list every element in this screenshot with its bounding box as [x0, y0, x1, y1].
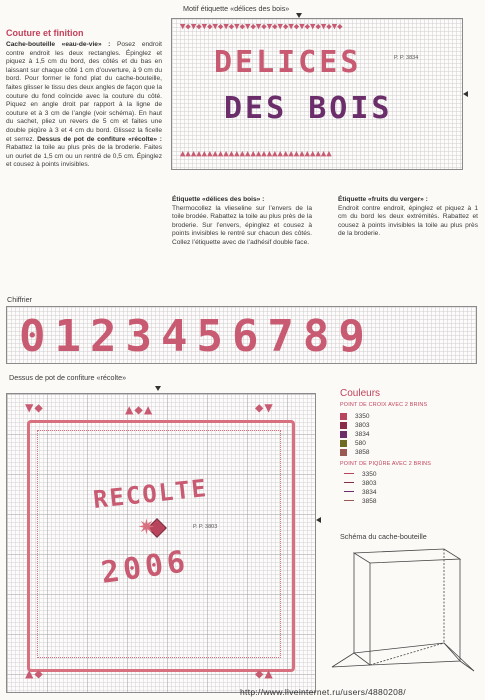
color-swatch	[340, 422, 347, 429]
legend-cross-row	[340, 430, 480, 439]
recolte-corner-tr: ◆▼	[255, 400, 274, 416]
color-swatch	[340, 449, 347, 456]
motif-bottom-border: ▲▲▲▲▲▲▲▲▲▲▲▲▲▲▲▲▲▲▲▲▲▲▲▲▲▲▲▲	[180, 149, 332, 159]
recolte-word: RECOLTE	[91, 474, 210, 514]
color-code: 3350	[362, 471, 377, 478]
recolte-side-arrow-icon	[316, 517, 321, 523]
recolte-corner-br: ◆▲	[255, 666, 274, 682]
dessus-pot-body: Rabattez la toile au plus près de la broderie. Faites un ourlet de 1,5 cm ou un rentré de 0,5 cm. Épinglez et cousez à points invisibles.	[6, 144, 162, 169]
couture-title: Couture et finition	[6, 28, 84, 38]
verger-instructions	[338, 196, 478, 239]
legend-cross-row	[340, 439, 480, 448]
cache-bouteille-heading: Cache-bouteille «eau-de-vie» :	[6, 41, 111, 48]
recolte-chart	[6, 393, 316, 693]
verger-heading: Étiquette «fruits du verger» :	[338, 196, 428, 203]
motif-line1: DELICES	[214, 45, 362, 80]
legend-backstitch-row	[340, 497, 480, 506]
schema-diagram	[326, 543, 476, 678]
recolte-signature: P. P. 3803	[193, 524, 218, 530]
color-swatch	[340, 440, 347, 447]
recolte-corner-tl: ▼◆	[25, 400, 44, 416]
motif-line2: DES BOIS	[224, 91, 393, 126]
legend-backstitch-label: POINT DE PIQÛRE AVEC 2 BRINS	[340, 461, 432, 467]
backstitch-line	[344, 482, 354, 483]
color-code: 580	[355, 440, 366, 447]
motif-top-border: ▼◆▼◆▼◆▼◆▼◆▼◆▼◆▼◆▼◆▼◆▼◆▼◆▼◆▼◆▼◆	[180, 22, 343, 32]
legend	[340, 388, 480, 506]
legend-cross-label: POINT DE CROIX AVEC 2 BRINS	[340, 402, 428, 408]
footer-url[interactable]: http://www.liveinternet.ru/users/4880208/	[240, 687, 406, 697]
schema-flap-left	[332, 653, 354, 667]
backstitch-line	[344, 491, 354, 492]
legend-cross-row	[340, 412, 480, 421]
motif-chart	[171, 18, 463, 170]
delices-heading: Étiquette «délices des bois» :	[172, 196, 265, 203]
schema-flap-left-bottom	[332, 665, 370, 667]
color-swatch	[340, 431, 347, 438]
backstitch-line	[344, 473, 354, 474]
color-code: 3803	[355, 422, 370, 429]
recolte-year: 2006	[98, 544, 192, 591]
color-code: 3803	[362, 480, 377, 487]
recolte-inner-frame	[37, 430, 281, 658]
schema-title: Schéma du cache-bouteille	[340, 532, 427, 541]
legend-cross-list	[340, 412, 480, 457]
legend-title: Couleurs	[340, 388, 381, 399]
color-code: 3858	[355, 449, 370, 456]
chiffrier-chart	[6, 306, 477, 364]
left-instructions	[6, 41, 162, 170]
schema-flap-right-bottom	[444, 643, 474, 671]
color-code: 3834	[355, 431, 370, 438]
chiffrier-title: Chiffrier	[7, 295, 33, 304]
delices-body: Thermocollez la vlieseline sur l’envers de la toile brodée. Rabattez la toile au plus près de la broderie. Sur l’envers, épinglez et cousez à points invisibles le rentré sur chacun des côtés. Collez l’étiquette avec de l’adhésif double face.	[172, 204, 312, 246]
color-code: 3858	[362, 498, 377, 505]
schema-seam	[370, 643, 444, 665]
motif-signature: P. P. 3834	[394, 55, 419, 61]
verger-body: Endroit contre endroit, épinglez et piquez à 1 cm du bord les deux extrémités. Rabattez et cousez à points invisibles la toile au plus près de la broderie.	[338, 204, 478, 238]
legend-backstitch-row	[340, 488, 480, 497]
color-code: 3350	[355, 413, 370, 420]
dessus-pot-heading: Dessus de pot de confiture «récolte» :	[37, 135, 162, 143]
color-swatch	[340, 413, 347, 420]
legend-cross-row	[340, 448, 480, 457]
color-code: 3834	[362, 489, 377, 496]
recolte-top-ornament: ▲◆▲	[125, 402, 154, 418]
legend-backstitch-row	[340, 470, 480, 479]
delices-instructions	[172, 196, 312, 248]
chiffrier-digits: 0123456789	[19, 311, 374, 362]
recolte-sun-motif	[138, 508, 169, 541]
sun-rays-icon: ✷	[138, 508, 156, 541]
dessus-title: Dessus de pot de confiture «récolte»	[9, 373, 127, 382]
backstitch-line	[344, 500, 354, 501]
cache-bouteille-body: Posez endroit contre endroit les deux rectangles. Épinglez et piquez à 1,5 cm du bord, des côtés et du bas en laissant sur chaque côté 1 cm d’ouverture, à 9 cm du bord. Pour former le fond plat du cache-bouteille, faites glisser le tissu des deux angles de façon que la couture du fond coïncide avec la couture du côté. Piquez en angle droit par rapport à la ligne de couture et à 3 cm de l’angle (voir schéma). En haut du sachet, pliez un revers de 5 cm et faites une double piqûre à 3 et 4 cm du bord. Glissez la ficelle et serrez.	[6, 41, 162, 143]
side-arrow-icon	[463, 91, 468, 97]
motif-title: Motif étiquette «délices des bois»	[183, 4, 290, 13]
recolte-top-arrow-icon	[155, 386, 161, 391]
legend-backstitch-list	[340, 470, 480, 506]
legend-cross-row	[340, 421, 480, 430]
recolte-corner-bl: ▲◆	[25, 666, 44, 682]
legend-backstitch-row	[340, 479, 480, 488]
